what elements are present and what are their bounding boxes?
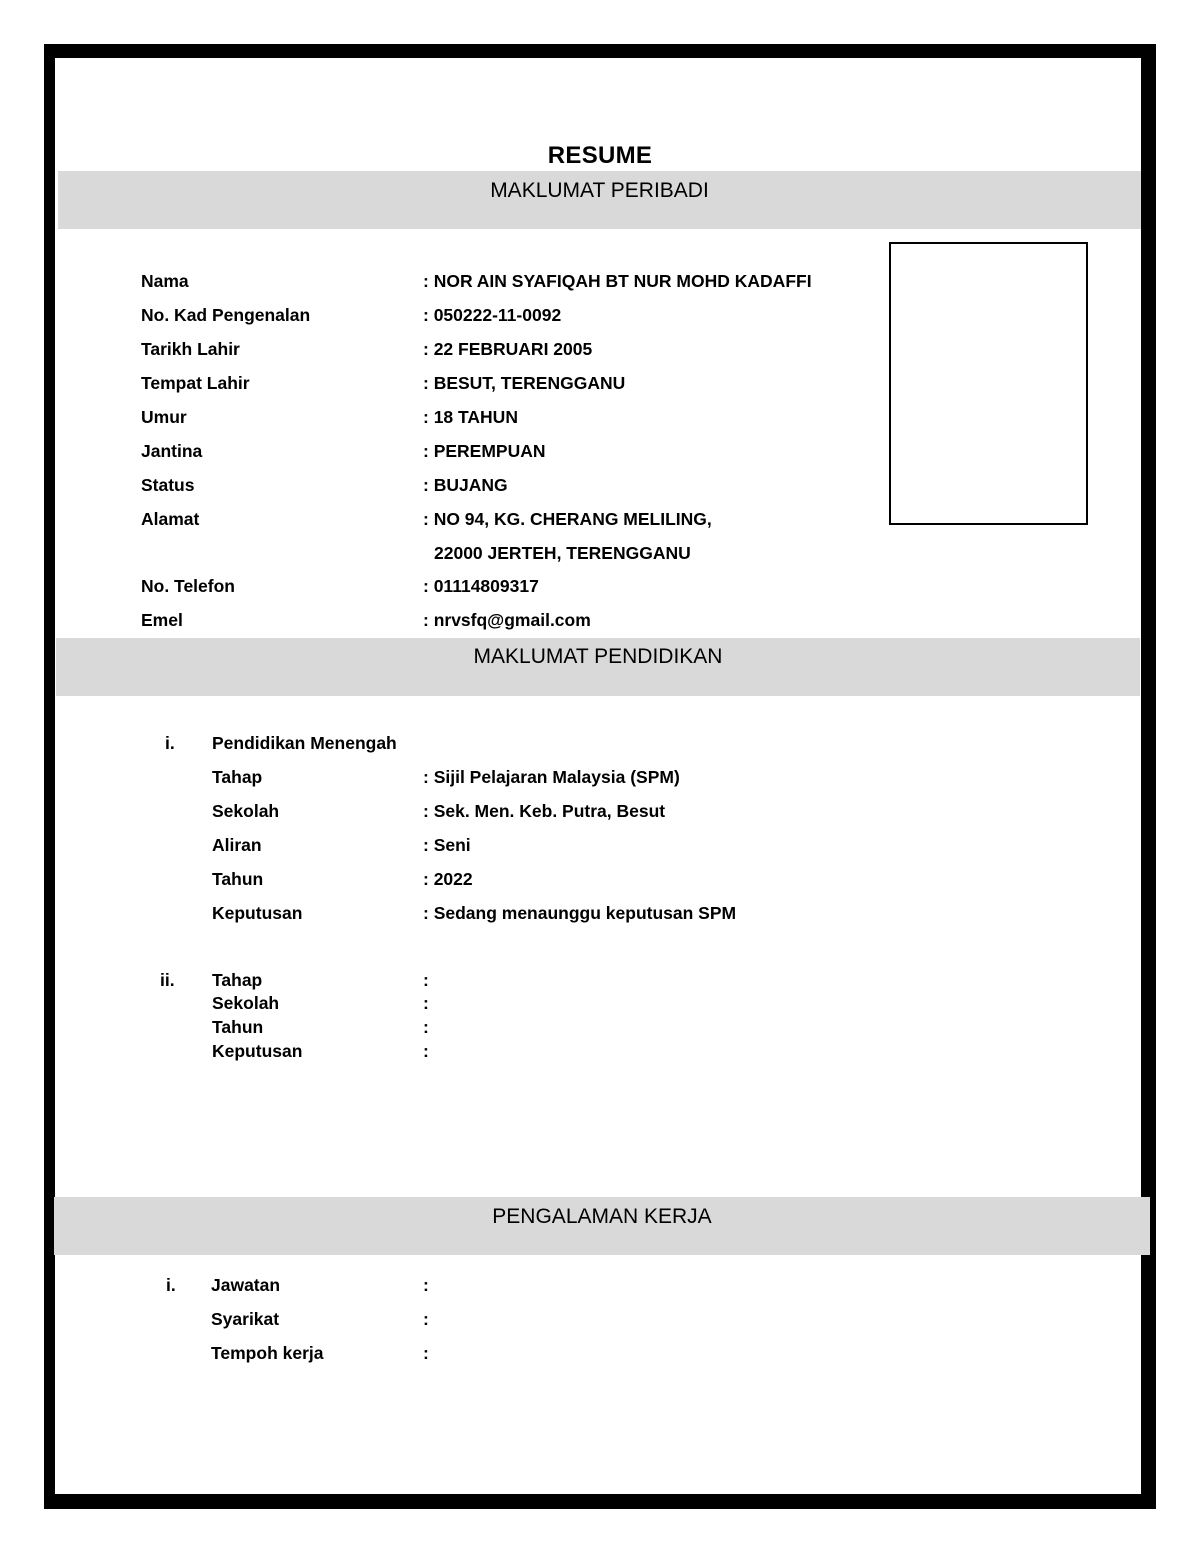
education-label: Tahap	[212, 970, 263, 990]
education-number: ii.	[160, 970, 175, 990]
personal-value: : nrvsfq@gmail.com	[423, 610, 591, 630]
frame-bottom	[44, 1500, 1156, 1509]
section-work-header	[54, 1197, 1150, 1255]
work-number: i.	[166, 1275, 176, 1295]
personal-label: Alamat	[141, 509, 200, 529]
education-label: Sekolah	[212, 993, 280, 1013]
education-label: Tahun	[212, 869, 264, 889]
section-personal-header	[58, 171, 1141, 229]
education-label: Aliran	[212, 835, 262, 855]
section-personal-title: MAKLUMAT PERIBADI	[490, 179, 709, 202]
education-value: : 2022	[423, 869, 473, 889]
work-label: Tempoh kerja	[211, 1343, 324, 1363]
education-label: Tahun	[212, 1017, 264, 1037]
work-value: :	[423, 1275, 429, 1295]
work-label: Jawatan	[211, 1275, 281, 1295]
personal-value: 22000 JERTEH, TERENGGANU	[434, 543, 691, 563]
personal-label: Emel	[141, 610, 183, 630]
section-education-title: MAKLUMAT PENDIDIKAN	[473, 645, 723, 668]
education-label: Keputusan	[212, 903, 303, 923]
education-label: Tahap	[212, 767, 263, 787]
resume-title: RESUME	[547, 142, 653, 169]
personal-value: : 050222-11-0092	[423, 305, 562, 325]
education-value: :	[423, 1017, 429, 1037]
work-value: :	[423, 1343, 429, 1363]
personal-label: Status	[141, 475, 195, 495]
education-value: :	[423, 993, 429, 1013]
personal-label: Nama	[141, 271, 189, 291]
personal-label: Jantina	[141, 441, 203, 461]
section-work-title: PENGALAMAN KERJA	[492, 1205, 712, 1228]
personal-label: Umur	[141, 407, 187, 427]
education-value: : Sek. Men. Keb. Putra, Besut	[423, 801, 666, 821]
personal-label: No. Kad Pengenalan	[141, 305, 311, 325]
education-value: : Sijil Pelajaran Malaysia (SPM)	[423, 767, 680, 787]
personal-value: : BESUT, TERENGGANU	[423, 373, 626, 393]
personal-value: : 22 FEBRUARI 2005	[423, 339, 593, 359]
education-value: : Sedang menaunggu keputusan SPM	[423, 903, 737, 923]
section-education-header	[56, 638, 1140, 696]
frame-top	[44, 44, 1156, 52]
education-heading: Pendidikan Menengah	[212, 733, 397, 753]
personal-value: : PEREMPUAN	[423, 441, 546, 461]
personal-value: : 01114809317	[423, 576, 539, 596]
education-value: :	[423, 1041, 429, 1061]
personal-label: No. Telefon	[141, 576, 235, 596]
personal-value: : NO 94, KG. CHERANG MELILING,	[423, 509, 712, 529]
personal-value: : 18 TAHUN	[423, 407, 518, 427]
photo-placeholder	[889, 242, 1088, 525]
work-label: Syarikat	[211, 1309, 280, 1329]
frame-right	[1147, 44, 1156, 1508]
personal-value: : BUJANG	[423, 475, 508, 495]
personal-label: Tempat Lahir	[141, 373, 250, 393]
work-value: :	[423, 1309, 429, 1329]
education-label: Sekolah	[212, 801, 280, 821]
education-value: : Seni	[423, 835, 471, 855]
personal-label: Tarikh Lahir	[141, 339, 240, 359]
education-value: :	[423, 970, 429, 990]
education-number: i.	[165, 733, 175, 753]
education-label: Keputusan	[212, 1041, 303, 1061]
personal-value: : NOR AIN SYAFIQAH BT NUR MOHD KADAFFI	[423, 271, 812, 291]
